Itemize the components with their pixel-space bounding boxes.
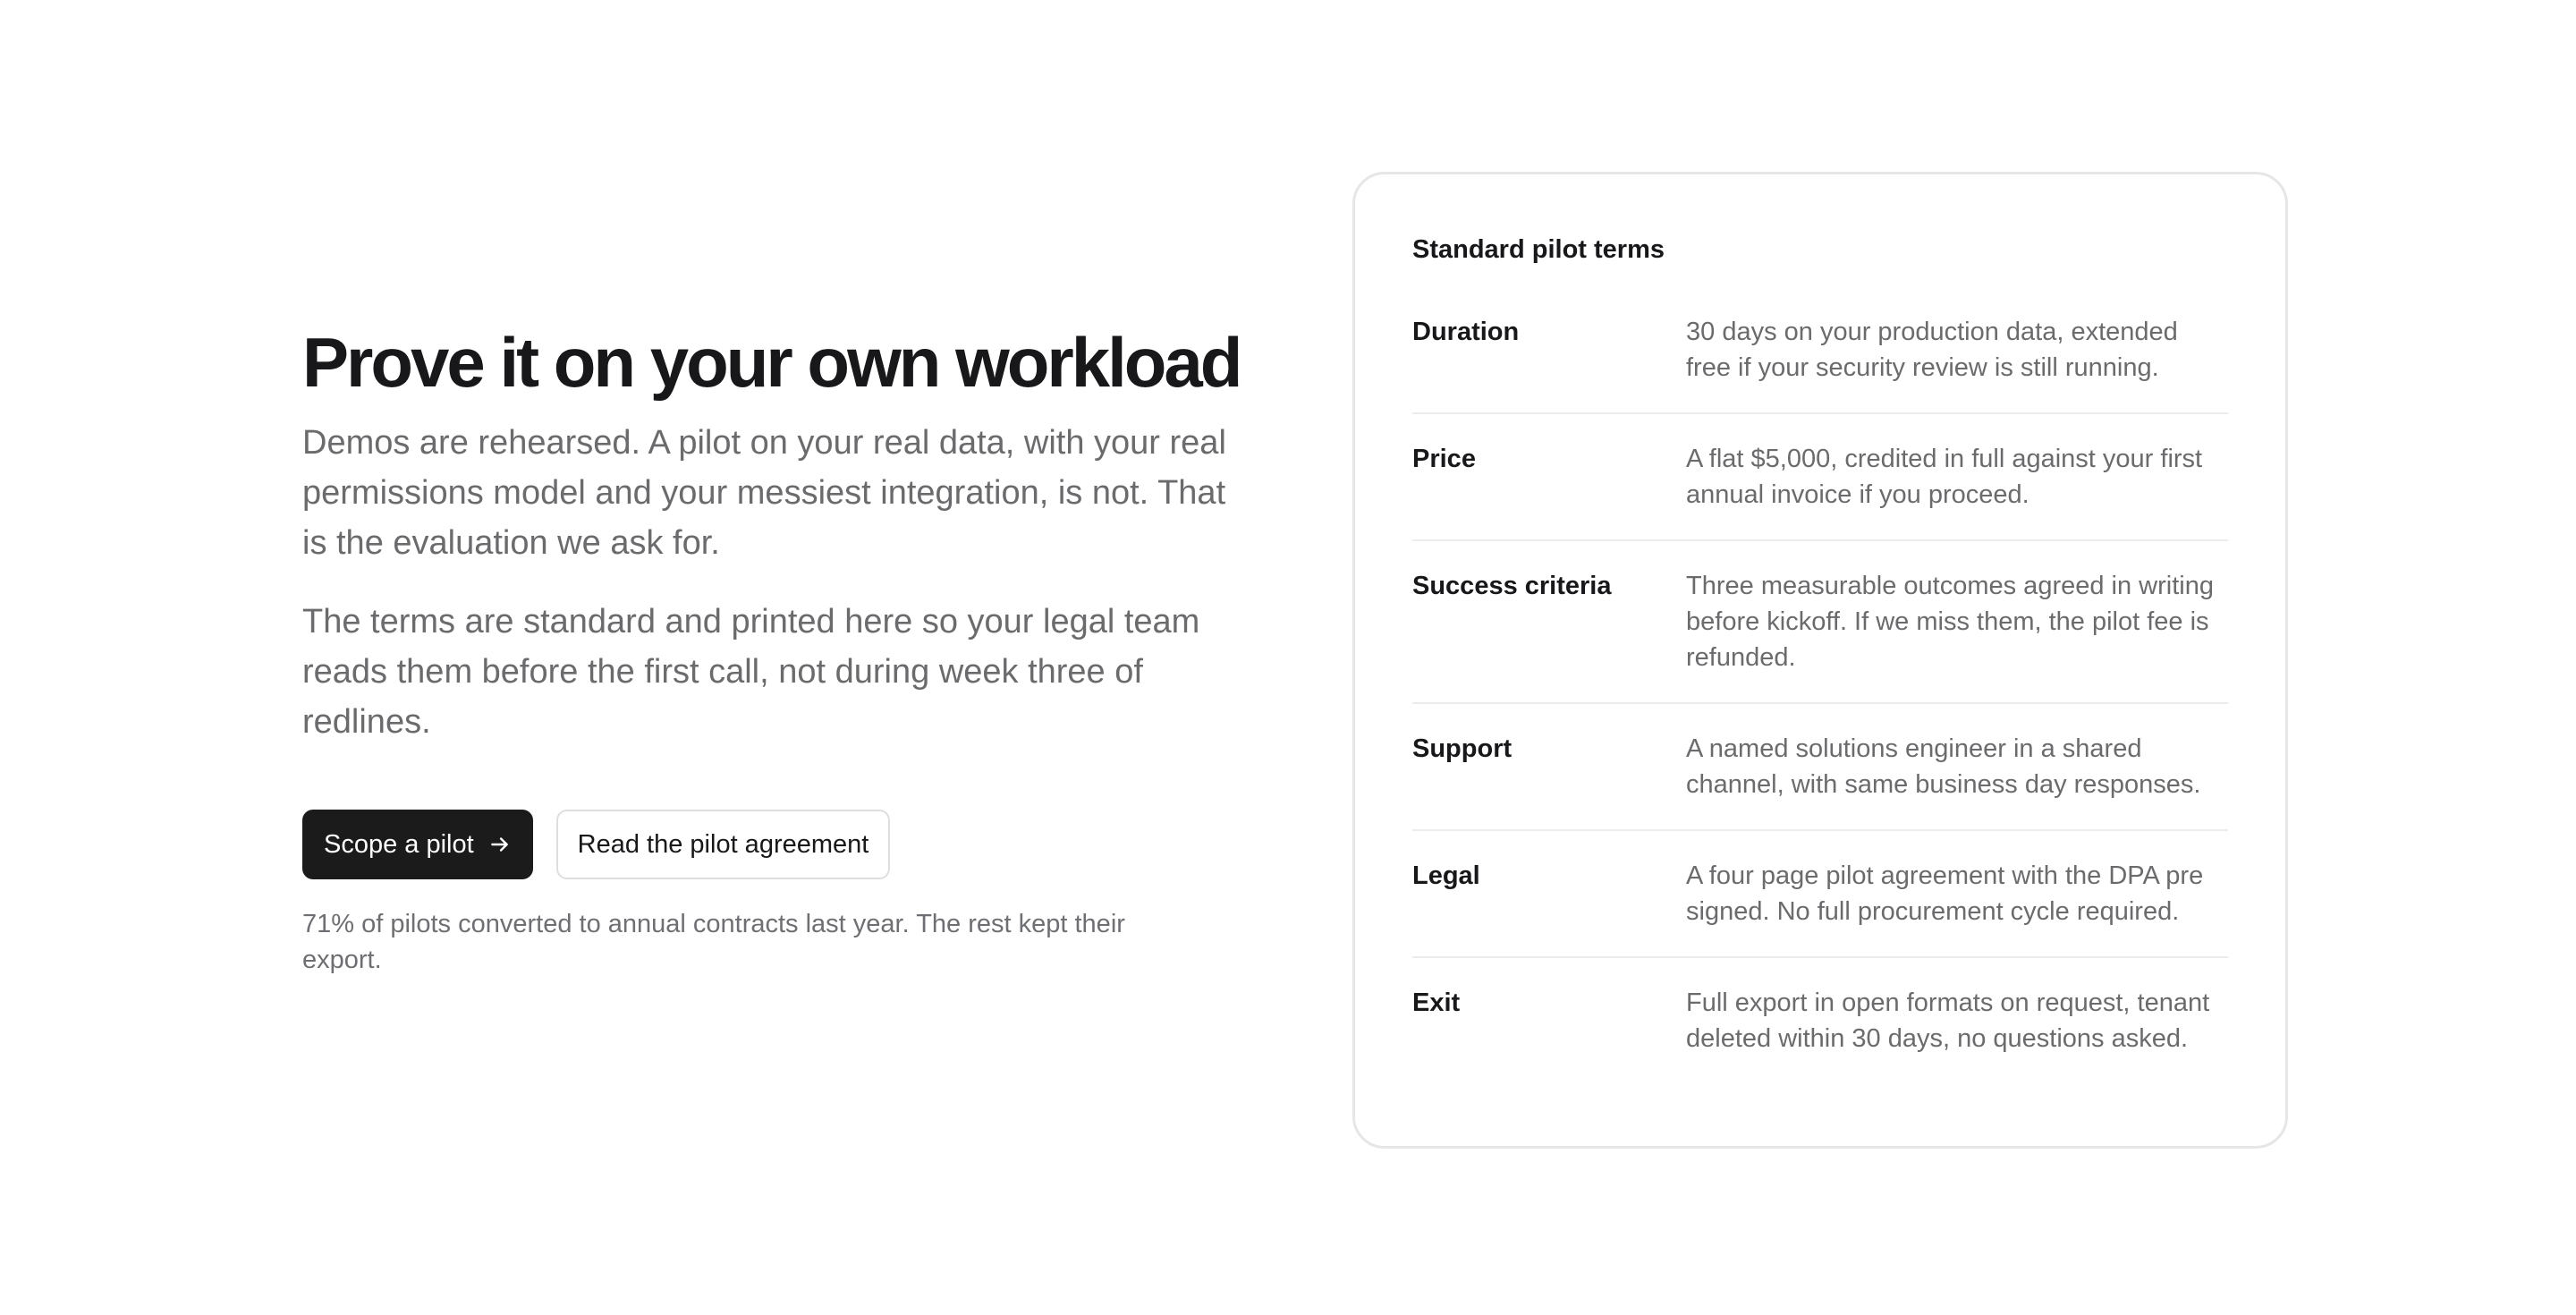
term-row-duration <box>1412 294 2228 414</box>
term-value: A four page pilot agreement with the DPA pre signed. No full procurement cycle required. <box>1686 861 2204 926</box>
term-value: A flat $5,000, credited in full against your first annual invoice if you proceed. <box>1686 445 2203 509</box>
card-title: Standard pilot terms <box>1412 235 1665 264</box>
term-label: Exit <box>1412 988 1461 1017</box>
term-value: Full export in open formats on request, tenant deleted within 30 days, no questions asked. <box>1686 988 2210 1053</box>
term-label: Duration <box>1412 318 1520 346</box>
term-value: 30 days on your production data, extended free if your security review is still running. <box>1686 318 2178 382</box>
arrow-right-icon <box>488 833 512 856</box>
term-label: Price <box>1412 445 1476 473</box>
term-row-exit <box>1412 958 2228 1083</box>
term-label: Legal <box>1412 861 1480 890</box>
hero-section <box>302 318 1250 978</box>
term-value: Three measurable outcomes agreed in writing before kickoff. If we miss them, the pilot fee is refunded. <box>1686 572 2214 672</box>
hero-paragraph-2: The terms are standard and printed here so your legal team reads them before the first call, not during week three of redlines. <box>302 603 1200 741</box>
conversion-footnote: 71% of pilots converted to annual contracts last year. The rest kept their export. <box>302 910 1125 974</box>
read-pilot-agreement-button-label: Read the pilot agreement <box>577 829 869 859</box>
scope-pilot-button-label: Scope a pilot <box>324 829 474 859</box>
read-pilot-agreement-button[interactable] <box>556 810 891 879</box>
term-label: Success criteria <box>1412 572 1612 600</box>
terms-list <box>1412 294 2228 1083</box>
term-row-support <box>1412 704 2228 831</box>
hero-paragraph-1: Demos are rehearsed. A pilot on your real data, with your real permissions model and your messiest integration, is not. That is the evaluation we ask for. <box>302 424 1226 562</box>
term-label: Support <box>1412 734 1513 763</box>
term-row-success-criteria <box>1412 541 2228 704</box>
page-title: Prove it on your own workload <box>302 323 1241 402</box>
pilot-terms-card <box>1352 172 2288 1149</box>
term-row-price <box>1412 414 2228 541</box>
term-value: A named solutions engineer in a shared channel, with same business day responses. <box>1686 734 2201 799</box>
scope-pilot-button[interactable] <box>302 810 533 879</box>
term-row-legal <box>1412 831 2228 958</box>
hero-actions <box>302 810 1250 879</box>
